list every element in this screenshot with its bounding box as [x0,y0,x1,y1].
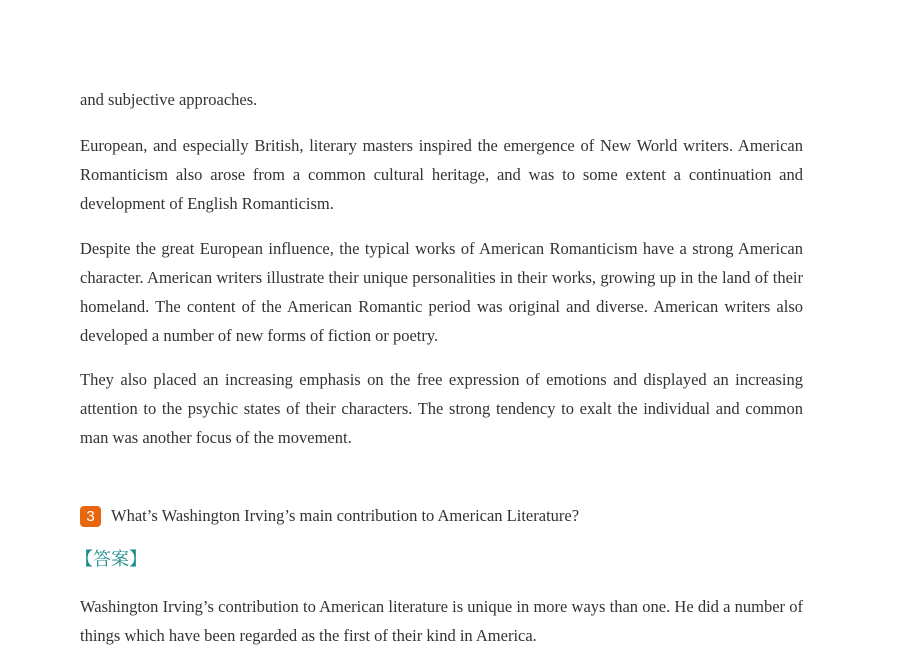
paragraph-european-influence: European, and especially British, literary masters inspired the emergence of New World writers. American Romanticism also arose from a common cultural heritage, and was to some extent a continuation and development of English Romanticism. [80,136,803,213]
question-text: What’s Washington Irving’s main contribution to American Literature? [111,506,580,525]
answer-paragraph: Washington Irving’s contribution to American literature is unique in more ways than one. He did a number of things which have been regarded as the first of their kind in America. [80,597,803,645]
question-number-badge: 3 [80,506,101,527]
answer-label: 【答案】 [75,549,147,570]
paragraph-american-character: Despite the great European influence, the typical works of American Romanticism have a strong American character. American writers illustrate their unique personalities in their works, growing up in the land of their homeland. The content of the American Romantic period was original and diverse. American writers also developed a number of new forms of fiction or poetry. [80,239,803,345]
paragraph-emotional-expression: They also placed an increasing emphasis on the free expression of emotions and displayed an increasing attention to the psychic states of their characters. The strong tendency to exalt the individual and common man was another focus of the movement. [80,370,803,447]
question-3 [80,503,579,529]
paragraph-fragment: and subjective approaches. [80,90,258,109]
